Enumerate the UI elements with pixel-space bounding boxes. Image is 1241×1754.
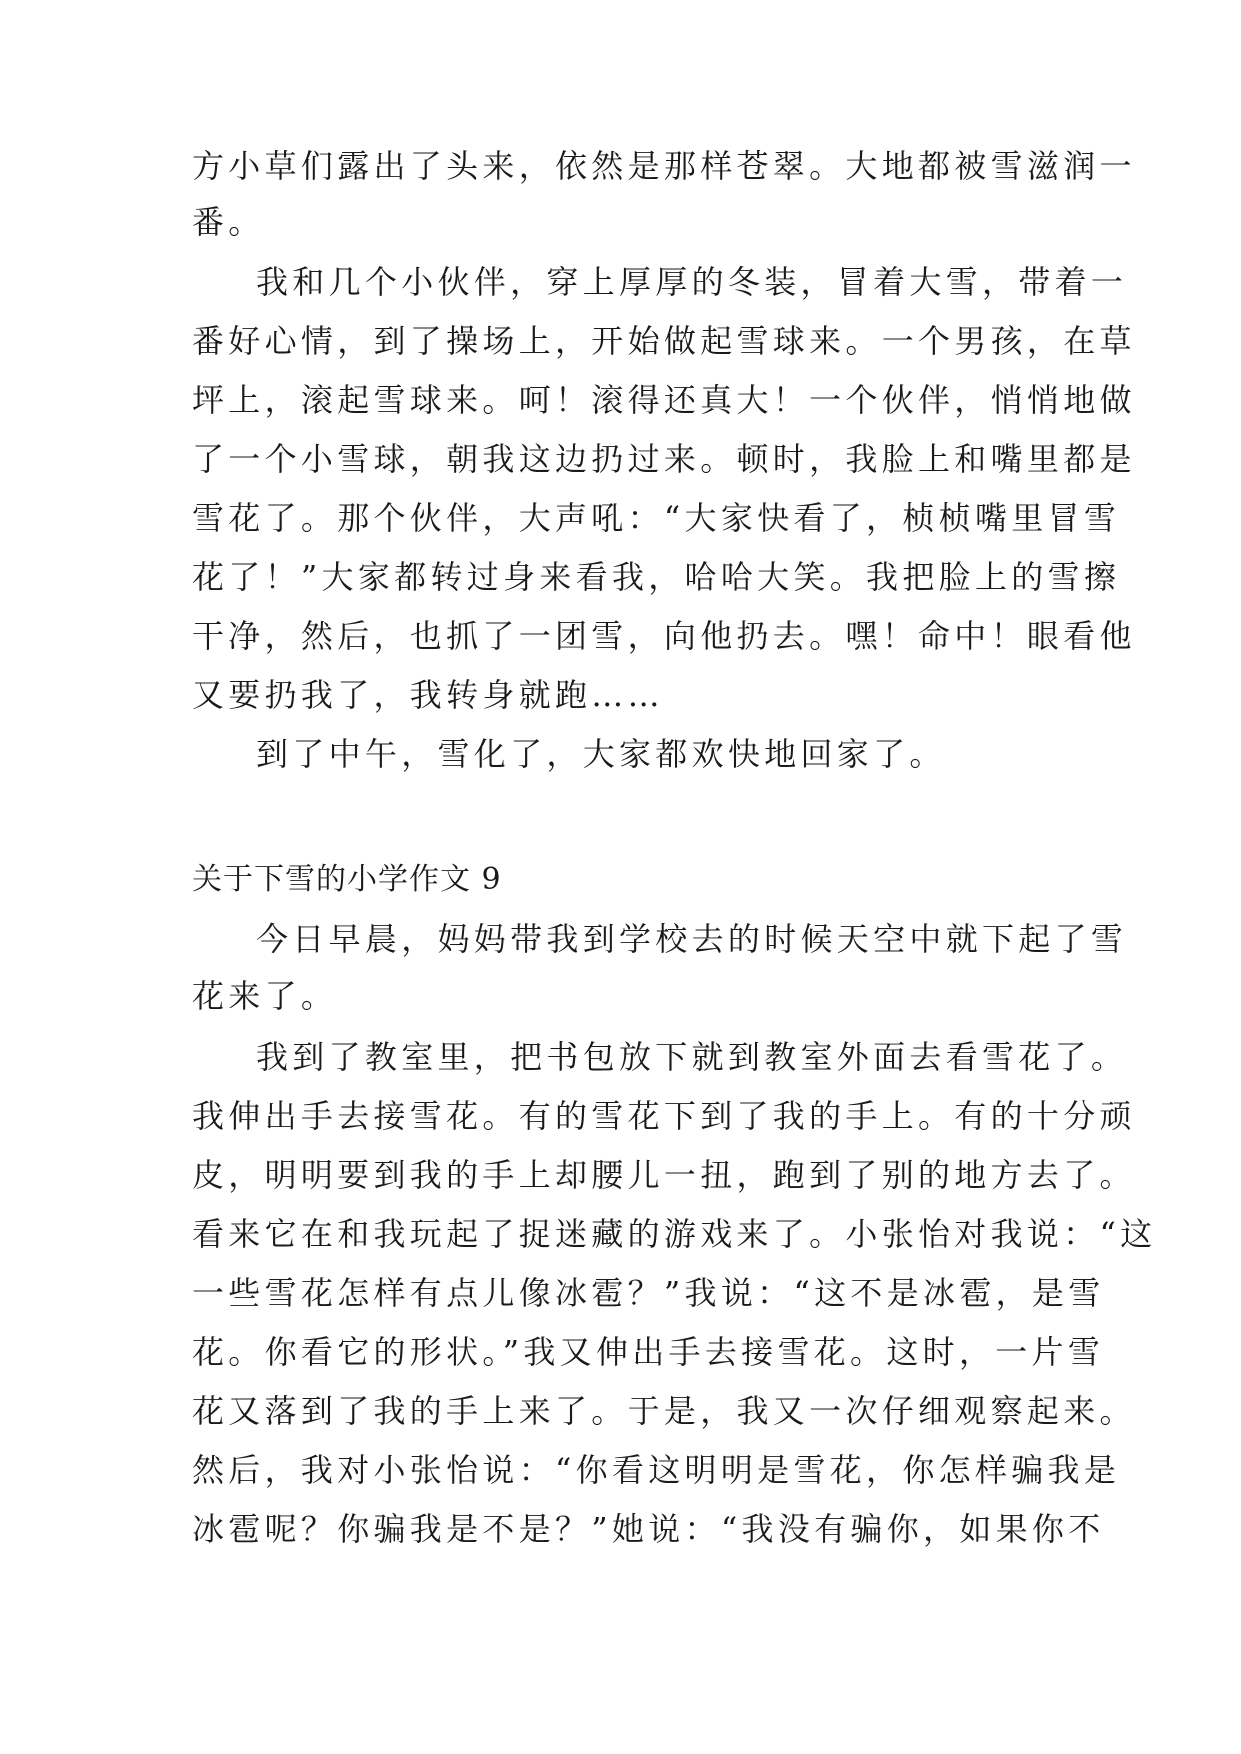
text-line: 方小草们露出了头来，依然是那样苍翠。大地都被雪滋润一 (192, 147, 1136, 185)
text-line: 番。 (192, 203, 265, 241)
paragraph-start-line: 我到了教室里，把书包放下就到教室外面去看雪花了。 (256, 1038, 1128, 1076)
section-heading: 关于下雪的小学作文 9 (192, 862, 502, 897)
text-line: 花了！”大家都转过身来看我，哈哈大笑。我把脸上的雪擦 (192, 558, 1121, 596)
paragraph-start-line: 我和几个小伙伴，穿上厚厚的冬装，冒着大雪，带着一 (256, 263, 1128, 301)
paragraph-start-line: 到了中午，雪化了，大家都欢快地回家了。 (256, 735, 946, 773)
text-line: 干净，然后，也抓了一团雪，向他扔去。嘿！命中！眼看他 (192, 617, 1136, 655)
text-line: 花。你看它的形状。”我又伸出手去接雪花。这时，一片雪 (192, 1333, 1105, 1371)
text-line: 冰雹呢？你骗我是不是？”她说：“我没有骗你，如果你不 (192, 1510, 1105, 1548)
text-line: 又要扔我了，我转身就跑…… (192, 676, 664, 714)
text-line: 看来它在和我玩起了捉迷藏的游戏来了。小张怡对我说：“这 (192, 1215, 1157, 1253)
paragraph-start-line: 今日早晨，妈妈带我到学校去的时候天空中就下起了雪 (256, 920, 1128, 958)
text-line: 花又落到了我的手上来了。于是，我又一次仔细观察起来。 (192, 1392, 1136, 1430)
text-line: 我伸出手去接雪花。有的雪花下到了我的手上。有的十分顽 (192, 1097, 1136, 1135)
text-line: 番好心情，到了操场上，开始做起雪球来。一个男孩，在草 (192, 322, 1136, 360)
text-line: 一些雪花怎样有点儿像冰雹？”我说：“这不是冰雹，是雪 (192, 1274, 1105, 1312)
text-line: 然后，我对小张怡说：“你看这明明是雪花，你怎样骗我是 (192, 1451, 1121, 1489)
text-line: 皮，明明要到我的手上却腰儿一扭，跑到了别的地方去了。 (192, 1156, 1136, 1194)
text-line: 坪上，滚起雪球来。呵！滚得还真大！一个伙伴，悄悄地做 (192, 381, 1136, 419)
text-line: 雪花了。那个伙伴，大声吼：“大家快看了，桢桢嘴里冒雪 (192, 499, 1121, 537)
text-line: 花来了。 (192, 977, 338, 1015)
text-line: 了一个小雪球，朝我这边扔过来。顿时，我脸上和嘴里都是 (192, 440, 1136, 478)
